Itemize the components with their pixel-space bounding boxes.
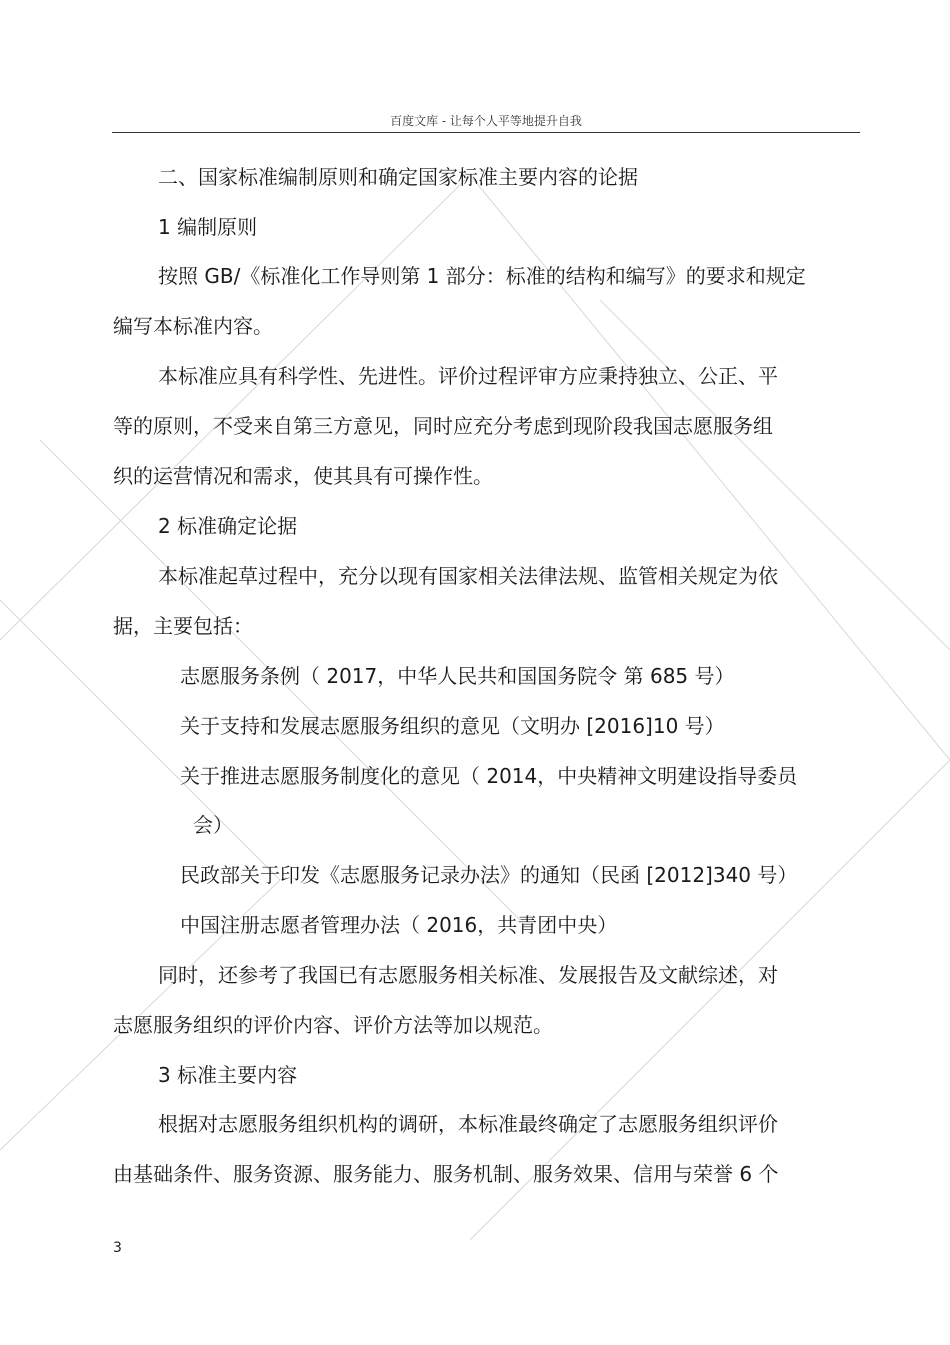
paragraph-text: 志愿服务组织的评价内容、评价方法等加以规范。 [113, 1013, 553, 1037]
paragraph-text: 按照 GB/《标准化工作导则第 1 部分：标准的结构和编写》的要求和规定 [158, 264, 806, 288]
paragraph-text: 织的运营情况和需求，使其具有可操作性。 [113, 464, 493, 488]
reference-item: 关于推进志愿服务制度化的意见（ 2014，中央精神文明建设指导委员 [180, 764, 798, 788]
page-header: 百度文库 - 让每个人平等地提升自我 [390, 114, 582, 128]
reference-item: 志愿服务条例（ 2017，中华人民共和国国务院令 第 685 号） [180, 664, 735, 688]
reference-item: 民政部关于印发《志愿服务记录办法》的通知（民函 [2012]340 号） [180, 863, 798, 887]
paragraph-text: 本标准起草过程中，充分以现有国家相关法律法规、监管相关规定为依 [158, 564, 778, 588]
paragraph-text: 编写本标准内容。 [113, 314, 273, 338]
paragraph-text: 同时，还参考了我国已有志愿服务相关标准、发展报告及文献综述，对 [158, 963, 778, 987]
paragraph-text: 据，主要包括： [113, 614, 253, 638]
paragraph-text: 由基础条件、服务资源、服务能力、服务机制、服务效果、信用与荣誉 6 个 [113, 1162, 779, 1186]
page-number: 3 [113, 1240, 122, 1256]
paragraph-text: 根据对志愿服务组织机构的调研，本标准最终确定了志愿服务组织评价 [158, 1112, 778, 1136]
reference-item: 关于支持和发展志愿服务组织的意见（文明办 [2016]10 号） [180, 714, 725, 738]
subsection-heading-principles: 1 编制原则 [158, 215, 258, 239]
paragraph-text: 本标准应具有科学性、先进性。评价过程评审方应秉持独立、公正、平 [158, 364, 778, 388]
reference-item: 中国注册志愿者管理办法（ 2016，共青团中央） [180, 913, 618, 937]
paragraph-text: 等的原则，不受来自第三方意见，同时应充分考虑到现阶段我国志愿服务组 [113, 414, 773, 438]
subsection-heading-basis: 2 标准确定论据 [158, 514, 298, 538]
section-heading: 二、国家标准编制原则和确定国家标准主要内容的论据 [158, 165, 638, 189]
header-divider [112, 132, 860, 133]
subsection-heading-content: 3 标准主要内容 [158, 1063, 298, 1087]
reference-item-continuation: 会） [193, 813, 233, 837]
